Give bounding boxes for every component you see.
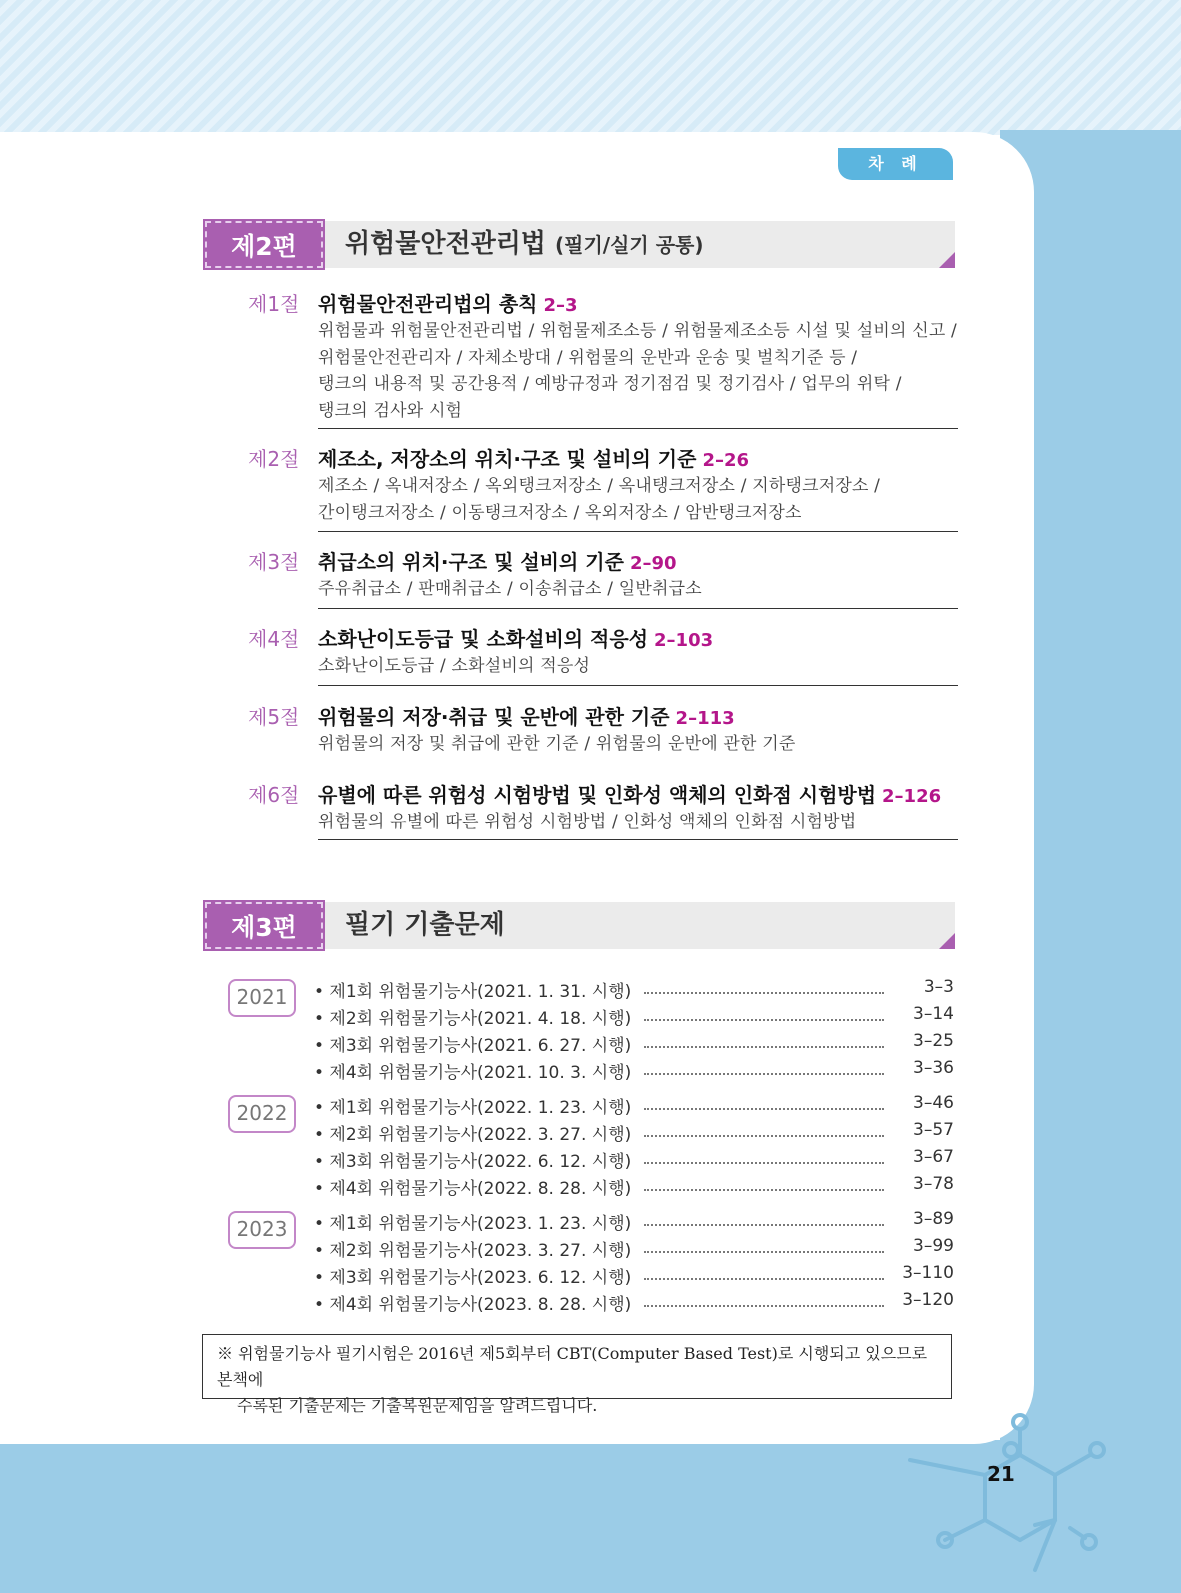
section-number: 제5절 (248, 705, 300, 729)
exam-row[interactable] (314, 1058, 954, 1084)
desc-line: 위험물의 유별에 따른 위험성 시험방법 / 인화성 액체의 인화점 시험방법 (318, 812, 857, 832)
leader-dots (644, 1305, 884, 1307)
exam-page: 3–46 (913, 1093, 954, 1113)
section-divider (318, 685, 958, 686)
exam-page: 3–36 (913, 1058, 954, 1078)
exam-row[interactable] (314, 1147, 954, 1173)
section-title[interactable] (318, 443, 749, 472)
part3-header (205, 902, 955, 949)
section-title-text: 위험물안전관리법의 총칙 (318, 292, 538, 316)
year-badge-2023: 2023 (228, 1211, 296, 1249)
year-badge-2022: 2022 (228, 1095, 296, 1133)
section-number: 제2절 (248, 447, 300, 471)
desc-line: 주유취급소 / 판매취급소 / 이송취급소 / 일반취급소 (318, 579, 702, 599)
leader-dots (644, 1251, 884, 1253)
desc-line: 위험물안전관리자 / 자체소방대 / 위험물의 운반과 운송 및 벌칙기준 등 / (318, 347, 858, 368)
exam-row[interactable] (314, 1174, 954, 1200)
desc-line: 소화난이도등급 / 소화설비의 적응성 (318, 656, 591, 676)
exam-page: 3–25 (913, 1031, 954, 1051)
exam-page: 3–120 (902, 1290, 954, 1310)
section-divider (318, 839, 958, 840)
part2-title (345, 221, 703, 268)
section-title-text: 소화난이도등급 및 소화설비의 적응성 (318, 627, 649, 651)
desc-line: 간이탱크저장소 / 이동탱크저장소 / 옥외저장소 / 암반탱크저장소 (318, 502, 802, 523)
section-title[interactable] (318, 623, 713, 652)
exam-page: 3–57 (913, 1120, 954, 1140)
part2-label: 제2편 (205, 221, 323, 268)
section-title[interactable] (318, 546, 677, 575)
exam-label: • 제3회 위험물기능사(2023. 6. 12. 시행) (314, 1268, 632, 1288)
part2-title-text: 위험물안전관리법 (345, 229, 546, 259)
exam-page: 3–110 (902, 1263, 954, 1283)
section-description (318, 318, 958, 424)
leader-dots (644, 1278, 884, 1280)
section-page: 2–26 (702, 450, 750, 471)
exam-row[interactable] (314, 1236, 954, 1262)
exam-page: 3–3 (923, 977, 954, 997)
year-badge-2021: 2021 (228, 979, 296, 1017)
part2-header (205, 221, 955, 268)
exam-page: 3–99 (913, 1236, 954, 1256)
part3-label: 제3편 (205, 902, 323, 949)
section-page: 2–113 (675, 708, 735, 729)
section-title-text: 취급소의 위치·구조 및 설비의 기준 (318, 550, 624, 574)
section-title-text: 위험물의 저장·취급 및 운반에 관한 기준 (318, 705, 670, 729)
section-description (318, 731, 958, 758)
exam-row[interactable] (314, 1209, 954, 1235)
exam-label: • 제3회 위험물기능사(2021. 6. 27. 시행) (314, 1036, 632, 1056)
page-number: 21 (987, 1462, 1015, 1486)
exam-row[interactable] (314, 1093, 954, 1119)
section-title-text: 유별에 따른 위험성 시험방법 및 인화성 액체의 인화점 시험방법 (318, 783, 877, 807)
section-title-text: 제조소, 저장소의 위치·구조 및 설비의 기준 (318, 447, 697, 471)
exam-row[interactable] (314, 977, 954, 1003)
top-stripe-background (0, 0, 1181, 135)
leader-dots (644, 1189, 884, 1191)
desc-line: 위험물의 저장 및 취급에 관한 기준 / 위험물의 운반에 관한 기준 (318, 734, 796, 754)
section-description (318, 809, 958, 836)
section-number: 제4절 (248, 627, 300, 651)
exam-label: • 제4회 위험물기능사(2022. 8. 28. 시행) (314, 1179, 632, 1199)
section-divider (318, 608, 958, 609)
section-page: 2–126 (882, 786, 942, 807)
exam-label: • 제4회 위험물기능사(2023. 8. 28. 시행) (314, 1295, 632, 1315)
section-page: 2–3 (543, 295, 578, 316)
section-divider (318, 531, 958, 532)
part3-title: 필기 기출문제 (345, 910, 505, 940)
exam-row[interactable] (314, 1031, 954, 1057)
section-description (318, 576, 958, 603)
section-number: 제6절 (248, 783, 300, 807)
cbt-notice-box (202, 1334, 952, 1415)
exam-label: • 제1회 위험물기능사(2022. 1. 23. 시행) (314, 1098, 632, 1118)
exam-label: • 제1회 위험물기능사(2021. 1. 31. 시행) (314, 982, 632, 1002)
section-title[interactable] (318, 701, 735, 730)
leader-dots (644, 992, 884, 994)
contents-tab: 차 례 (838, 148, 953, 180)
exam-label: • 제2회 위험물기능사(2023. 3. 27. 시행) (314, 1241, 632, 1261)
section-title[interactable] (318, 779, 941, 808)
header-corner-triangle (939, 252, 955, 268)
desc-line: 위험물과 위험물안전관리법 / 위험물제조소등 / 위험물제조소등 시설 및 설비의 신고 / (318, 321, 957, 341)
header-corner-triangle (939, 933, 955, 949)
exam-page: 3–78 (913, 1174, 954, 1194)
section-number: 제1절 (248, 292, 300, 316)
exam-row[interactable] (314, 1263, 954, 1289)
leader-dots (644, 1162, 884, 1164)
section-description (318, 473, 958, 526)
leader-dots (644, 1019, 884, 1021)
leader-dots (644, 1224, 884, 1226)
exam-label: • 제2회 위험물기능사(2021. 4. 18. 시행) (314, 1009, 632, 1029)
exam-row[interactable] (314, 1290, 954, 1316)
section-title[interactable] (318, 288, 578, 317)
molecule-decoration-icon (905, 1410, 1125, 1580)
exam-label: • 제3회 위험물기능사(2022. 6. 12. 시행) (314, 1152, 632, 1172)
section-page: 2–90 (629, 553, 677, 574)
leader-dots (644, 1073, 884, 1075)
exam-label: • 제2회 위험물기능사(2022. 3. 27. 시행) (314, 1125, 632, 1145)
exam-row[interactable] (314, 1120, 954, 1146)
section-page: 2–103 (654, 630, 714, 651)
section-number: 제3절 (248, 550, 300, 574)
leader-dots (644, 1046, 884, 1048)
desc-line: 탱크의 내용적 및 공간용적 / 예방규정과 정기점검 및 정기검사 / 업무의 위탁 / (318, 374, 902, 394)
notice-line: 수록된 기출문제는 기출복원문제임을 알려드립니다. (237, 1396, 598, 1415)
desc-line: 제조소 / 옥내저장소 / 옥외탱크저장소 / 옥내탱크저장소 / 지하탱크저장소 / (318, 476, 881, 496)
part2-subtitle: (필기/실기 공통) (555, 233, 704, 257)
exam-page: 3–67 (913, 1147, 954, 1167)
notice-line: ※ 위험물기능사 필기시험은 2016년 제5회부터 CBT(Computer Based Test)로 시행되고 있으므로 본책에 (217, 1344, 928, 1389)
exam-label: • 제4회 위험물기능사(2021. 10. 3. 시행) (314, 1063, 632, 1083)
section-description (318, 653, 958, 680)
exam-row[interactable] (314, 1004, 954, 1030)
exam-page: 3–14 (913, 1004, 954, 1024)
leader-dots (644, 1108, 884, 1110)
exam-page: 3–89 (913, 1209, 954, 1229)
exam-label: • 제1회 위험물기능사(2023. 1. 23. 시행) (314, 1214, 632, 1234)
desc-line: 탱크의 검사와 시험 (318, 400, 463, 421)
section-divider (318, 428, 958, 429)
leader-dots (644, 1135, 884, 1137)
